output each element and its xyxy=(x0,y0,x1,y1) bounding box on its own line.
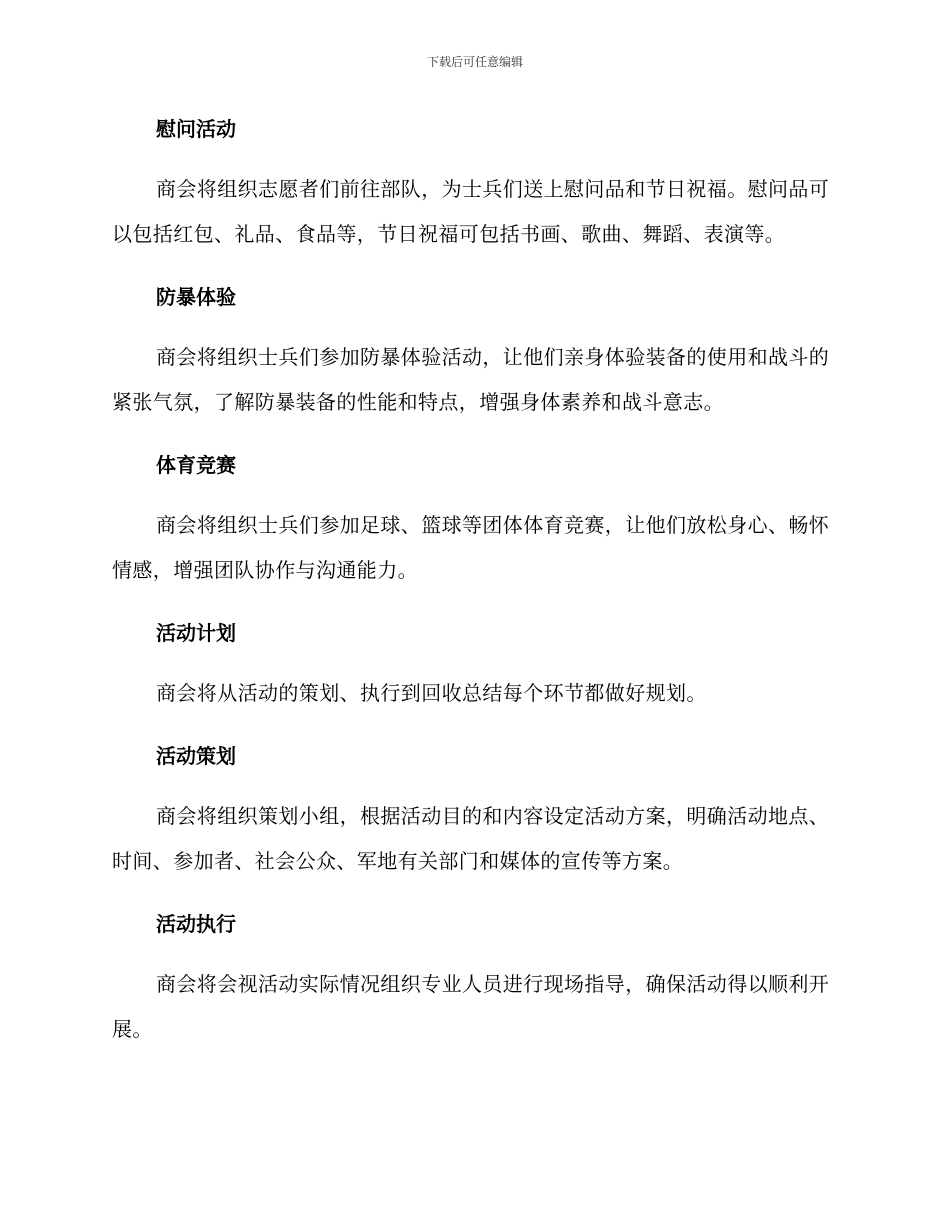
section-activity-execution xyxy=(112,907,832,1052)
section-consolation xyxy=(112,112,832,280)
section-paragraph: 商会将组织士兵们参加足球、篮球等团体体育竞赛，让他们放松身心、畅怀情感，增强团队协作与沟通能力。 xyxy=(112,513,830,582)
header-note: 下载后可任意编辑 xyxy=(426,55,523,69)
section-heading: 慰问活动 xyxy=(156,117,236,141)
section-activity-planning xyxy=(112,739,832,907)
section-heading: 体育竞赛 xyxy=(156,453,236,477)
section-paragraph: 商会将组织策划小组，根据活动目的和内容设定活动方案，明确活动地点、时间、参加者、社会公众、军地有关部门和媒体的宣传等方案。 xyxy=(112,804,830,873)
section-paragraph: 商会将会视活动实际情况组织专业人员进行现场指导，确保活动得以顺利开展。 xyxy=(112,972,830,1041)
section-paragraph: 商会将组织士兵们参加防暴体验活动，让他们亲身体验装备的使用和战斗的紧张气氛，了解防暴装备的性能和特点，增强身体素养和战斗意志。 xyxy=(112,345,830,414)
section-paragraph: 商会将从活动的策划、执行到回收总结每个环节都做好规划。 xyxy=(156,681,707,705)
section-heading: 防暴体验 xyxy=(156,285,236,309)
section-sports xyxy=(112,448,832,616)
section-riot-experience xyxy=(112,280,832,448)
section-paragraph: 商会将组织志愿者们前往部队，为士兵们送上慰问品和节日祝福。慰问品可以包括红包、礼品、食品等，节日祝福可包括书画、歌曲、舞蹈、表演等。 xyxy=(112,177,830,246)
document-body xyxy=(112,112,832,1052)
section-activity-plan xyxy=(112,616,832,739)
section-heading: 活动策划 xyxy=(156,744,236,768)
section-heading: 活动执行 xyxy=(156,912,236,936)
section-heading: 活动计划 xyxy=(156,621,236,645)
